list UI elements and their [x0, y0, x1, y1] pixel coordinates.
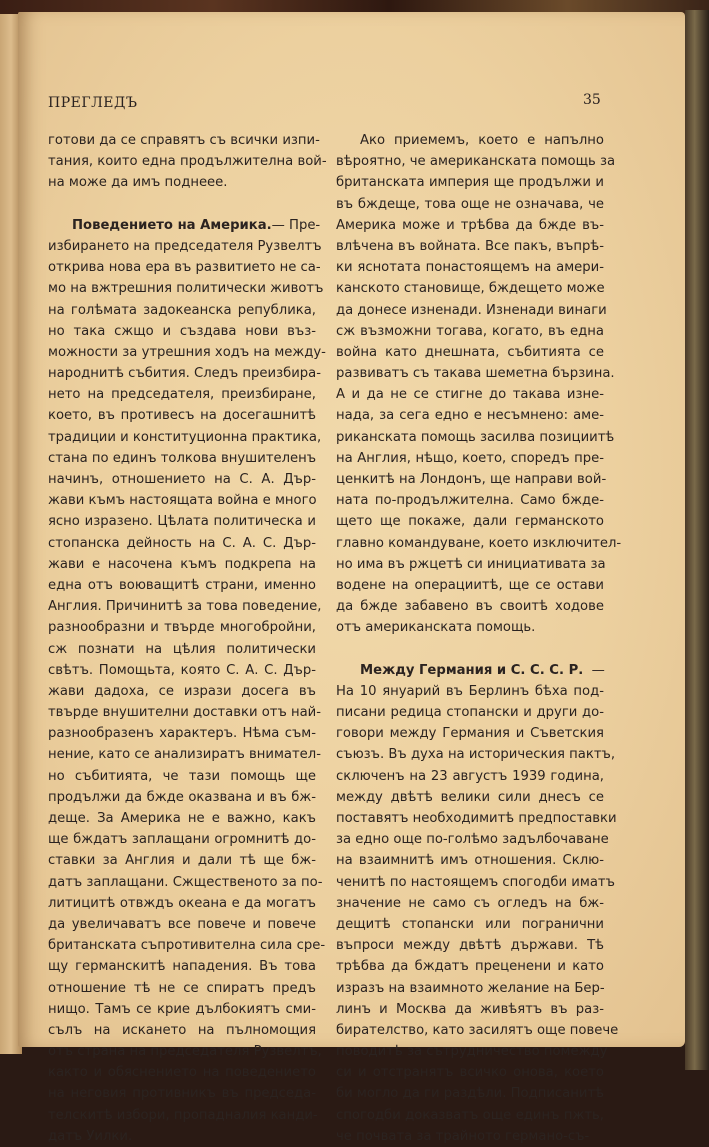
- text-line: че почвата за трайното германо-съ-: [336, 1128, 590, 1144]
- section-heading: Между Германия и С. С. С. Р.: [360, 662, 584, 678]
- paragraph: [336, 681, 619, 1147]
- text-line: сълъ на искането на пълномощия: [48, 1022, 316, 1038]
- text-line: народнитѣ събития. Следъ преизбира-: [48, 366, 322, 382]
- text-line: отъ страна на председателя Рузвелтъ,: [48, 1044, 322, 1060]
- text-line: жави къмъ настоящата война е много: [48, 493, 317, 509]
- text-line: поводитѣ за сътрудничество помежду: [336, 1044, 608, 1060]
- text-line: да увеличаватъ все повече и повече: [48, 916, 316, 932]
- paragraph: [336, 130, 622, 639]
- text-line: щу германскитѣ нападения. Въ това: [48, 959, 316, 975]
- text-line: можности за утрешния ходъ на между-: [48, 344, 326, 360]
- text-line: развиватъ съ такава шеметна бързина.: [336, 366, 615, 382]
- text-line: ки яснотата понастоящемъ на амери-: [336, 260, 604, 276]
- text-line: отношение тѣ не се спиратъ предъ: [48, 980, 316, 996]
- text-line: нада, за сега едно е несъмнено: аме-: [336, 408, 604, 424]
- text-line: ната по-продължителна. Само бжде-: [336, 493, 604, 509]
- text-line: ценкитѣ на Лондонъ, ще направи вой-: [336, 472, 607, 487]
- text-line: британската съпротивителна сила сре-: [48, 938, 326, 954]
- text-line: въ бждеще, това още не означава, че: [336, 196, 604, 212]
- text-line: линъ и Москва да живѣятъ въ раз-: [336, 1001, 604, 1017]
- text-line: щето ще покаже, дали германското: [336, 514, 604, 530]
- text-line: сж възможни тогава, когато, въ една: [336, 323, 604, 339]
- text-line: канското становище, бждещето може: [336, 281, 605, 297]
- text-line: На 10 януарий въ Берлинъ бѣха под-: [336, 683, 604, 699]
- text-line: на голѣмата задокеанска република,: [48, 302, 316, 318]
- text-line: жави е насочена къмъ подкрепа на: [48, 556, 316, 572]
- text-line: телскитѣ избори, пропадналия канди-: [48, 1107, 318, 1123]
- text-line: на взаимнитѣ имъ отношения. Склю-: [336, 853, 604, 869]
- text-line: А и да не се стигне до такава изне-: [336, 387, 604, 403]
- text-line: ясно изразено. Цѣлата политическа и: [48, 514, 316, 530]
- text-line: но има въ ржцетѣ си инициативата за: [336, 556, 606, 572]
- text-line: на Англия, нѣщо, което, споредъ пре-: [336, 450, 604, 466]
- text-line: значение не само съ огледъ на бж-: [336, 895, 604, 911]
- text-line: открива нова ера въ развитието не са-: [48, 260, 321, 276]
- text-line: традиции и конституционна практика,: [48, 429, 322, 445]
- text-line: нение, като се анализиратъ внимател-: [48, 747, 321, 763]
- text-line: британската империя ще продължи и: [336, 175, 604, 191]
- text-line: както и обяснението на поведението: [48, 1065, 316, 1081]
- text-line: поставятъ необходимитѣ предпоставки: [336, 811, 617, 826]
- text-line: което, въ противесъ на досегашнитѣ: [48, 408, 316, 424]
- page-number: 35: [583, 92, 601, 108]
- text-line: писани редица стопански и други до-: [336, 705, 604, 721]
- text-line: Ако приемемъ, което е напълно: [360, 133, 604, 148]
- right-column: [336, 130, 622, 1147]
- text-line: говори между Германия и Съветския: [336, 726, 604, 742]
- text-line: датъ заплащани. Сжщественото за по-: [48, 874, 323, 890]
- text-line: си и отстранятъ всичко онова, което: [336, 1065, 604, 1081]
- text-line: нето на председателя, преизбиране,: [48, 387, 316, 403]
- text-line: една отъ воюващитѣ страни, именно: [48, 577, 316, 593]
- text-line: ченитѣ по настоящемъ спогодби иматъ: [336, 874, 615, 890]
- text-line: бирателство, като засилятъ още повече: [336, 1022, 619, 1038]
- text-line: разнообразни и твърде многобройни,: [48, 620, 316, 636]
- text-line: главно командуване, което изключител-: [336, 535, 622, 551]
- text-line: риканската помощь засилва позициитѣ: [336, 429, 615, 445]
- book-spine-right: [685, 10, 709, 1070]
- text-line: ставки за Англия и дали тѣ ще бж-: [48, 853, 316, 869]
- text-line: трѣбва да бждатъ преценени и като: [336, 959, 604, 975]
- text-line: въпроси между двѣтѣ държави. Тѣ: [336, 938, 604, 954]
- text-line: начинъ, отношението на С. А. Дър-: [48, 472, 316, 487]
- text-line: но събитията, че тази помощь ще: [48, 768, 316, 784]
- text-line: за едно още по-голѣмо задълбочаване: [336, 832, 609, 848]
- paragraph: [48, 236, 326, 1147]
- section-heading-line: Между Германия и С. С. С. Р. —: [360, 662, 605, 678]
- text-line: мо на вжтрешния политически животъ: [48, 281, 324, 297]
- text-line: изразъ на взаимното желание на Бер-: [336, 980, 605, 996]
- text-line: би могло да ги раздѣли. Подписанитѣ: [336, 1086, 604, 1102]
- section-heading-line: Поведението на Америка.— Пре-: [72, 217, 321, 233]
- text-line: твърде внушителни доставки отъ най-: [48, 705, 322, 721]
- text-line: готови да се справятъ съ всички изпи-: [48, 133, 320, 148]
- text-line: нищо. Тамъ се крие дълбокиятъ сми-: [48, 1001, 316, 1017]
- left-column: [48, 130, 327, 1147]
- text-line: на неговия противникъ въ председа-: [48, 1086, 316, 1102]
- text-line: ще бждатъ заплащани огромнитѣ до-: [48, 832, 316, 848]
- text-line: война като днешната, събитията се: [336, 344, 604, 360]
- text-line: стана по единъ толкова внушителенъ: [48, 450, 317, 466]
- text-line: водене на операциитѣ, ще се остави: [336, 577, 604, 593]
- text-line: литицитѣ отвждъ океана е да могатъ: [48, 895, 316, 911]
- text-line: деще. За Америка не е важно, какъ: [48, 811, 316, 826]
- text-line: свѣтъ. Помощьта, която С. А. С. Дър-: [48, 662, 316, 678]
- text-line: жави дадоха, се изрази досега въ: [48, 683, 316, 699]
- text-line: но така сжщо и създава нови въз-: [48, 323, 316, 339]
- text-line: стопанска дейность на С. А. С. Дър-: [48, 535, 316, 551]
- text-line: да донесе изненади. Изненади винаги: [336, 302, 607, 318]
- text-line: дещитѣ стопански или погранични: [336, 916, 604, 932]
- text-line: Англия. Причинитѣ за това поведение,: [48, 599, 322, 615]
- running-head: ПРЕГЛЕДЪ: [48, 95, 138, 111]
- text-line: сключенъ на 23 августъ 1939 година,: [336, 768, 604, 784]
- text-line: датъ Уилки.: [48, 1128, 133, 1144]
- text-line: на може да имъ поднеее.: [48, 175, 228, 191]
- text-line: продължи да бжде оказвана и въ бж-: [48, 789, 316, 805]
- text-line: между двѣтѣ велики сили днесъ се: [336, 789, 604, 805]
- text-line: да бжде забавено въ своитѣ ходове: [336, 599, 604, 615]
- text-line: спогодби доказватъ още единъ пжть,: [336, 1107, 604, 1123]
- text-line: сж познати на цѣлия политически: [48, 641, 316, 657]
- paragraph: [48, 130, 327, 194]
- text-line: Америка може и трѣбва да бжде въ-: [336, 217, 604, 233]
- text-line: влѣчена въ войната. Все пакъ, въпрѣ-: [336, 238, 604, 254]
- text-line: избирането на председателя Рузвелтъ: [48, 238, 322, 254]
- text-line: съюзъ. Въ духа на историческия пактъ,: [336, 747, 616, 763]
- text-line: тания, които една продължителна вой-: [48, 154, 327, 170]
- text-line: отъ американската помощь.: [336, 620, 536, 636]
- text-line: вѣроятно, че американската помощь за: [336, 154, 616, 170]
- text-line: разнообразенъ характеръ. Нѣма съм-: [48, 726, 316, 742]
- section-heading: Поведението на Америка.: [72, 217, 272, 233]
